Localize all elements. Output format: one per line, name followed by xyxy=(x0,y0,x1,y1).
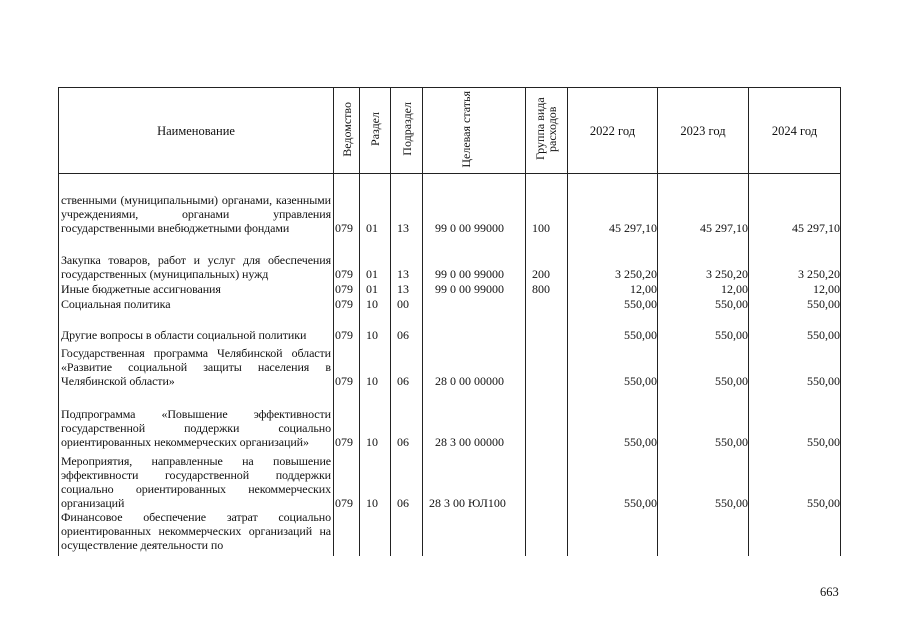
row-target xyxy=(423,311,526,342)
row-section: 10 xyxy=(360,311,391,342)
row-group: 200 xyxy=(526,235,568,281)
row-subsection: 06 xyxy=(391,342,423,388)
table-row xyxy=(59,311,841,342)
row-subsection: 06 xyxy=(391,388,423,449)
row-subsection: 13 xyxy=(391,281,423,296)
row-section: 10 xyxy=(360,342,391,388)
row-2023: 550,00 xyxy=(658,388,749,449)
table-row xyxy=(59,296,841,311)
row-section: 10 xyxy=(360,388,391,449)
row-target: 28 0 00 00000 xyxy=(423,342,526,388)
row-2023 xyxy=(658,510,749,556)
row-2023: 3 250,20 xyxy=(658,235,749,281)
header-name: Наименование xyxy=(59,88,334,174)
row-subsection: 06 xyxy=(391,311,423,342)
row-section: 10 xyxy=(360,449,391,510)
header-subsection xyxy=(391,88,423,174)
row-2022: 550,00 xyxy=(568,449,658,510)
row-2022: 3 250,20 xyxy=(568,235,658,281)
row-subsection: 00 xyxy=(391,296,423,311)
row-2024: 550,00 xyxy=(749,311,841,342)
row-name: Финансовое обеспечение затрат социально ориентированных некоммерческих организаций на осуществление деятельности по xyxy=(59,510,334,556)
row-dept: 079 xyxy=(334,235,360,281)
row-dept: 079 xyxy=(334,388,360,449)
table-row xyxy=(59,174,841,235)
row-2024 xyxy=(749,510,841,556)
row-target: 99 0 00 99000 xyxy=(423,235,526,281)
row-2023: 45 297,10 xyxy=(658,174,749,235)
row-subsection: 13 xyxy=(391,174,423,235)
row-group xyxy=(526,449,568,510)
row-section: 01 xyxy=(360,281,391,296)
header-2023: 2023 год xyxy=(658,88,749,174)
row-dept: 079 xyxy=(334,296,360,311)
row-2024: 12,00 xyxy=(749,281,841,296)
row-dept: 079 xyxy=(334,311,360,342)
row-2024: 550,00 xyxy=(749,388,841,449)
row-dept: 079 xyxy=(334,174,360,235)
row-section: 01 xyxy=(360,235,391,281)
row-2024: 550,00 xyxy=(749,449,841,510)
row-dept xyxy=(334,510,360,556)
row-name: Иные бюджетные ассигнования xyxy=(59,281,334,296)
header-target xyxy=(423,88,526,174)
row-name: Мероприятия, направленные на повышение эффективности государственной поддержки социально ориентированных некоммерческих организаций xyxy=(59,449,334,510)
row-2023: 550,00 xyxy=(658,296,749,311)
row-group: 100 xyxy=(526,174,568,235)
header-target-label: Целевая статья xyxy=(459,90,473,168)
row-2023: 550,00 xyxy=(658,311,749,342)
row-name: ственными (муниципальными) органами, казенными учреждениями, органами управления государственными внебюджетными фондами xyxy=(59,174,334,235)
row-2024: 45 297,10 xyxy=(749,174,841,235)
row-2024: 550,00 xyxy=(749,296,841,311)
table-row xyxy=(59,235,841,281)
row-target: 28 3 00 00000 xyxy=(423,388,526,449)
page-number: 663 xyxy=(820,585,839,599)
row-name: Подпрограмма «Повышение эффективности государственной поддержки социально ориентированных некоммерческих организаций» xyxy=(59,388,334,449)
row-group xyxy=(526,342,568,388)
row-name: Социальная политика xyxy=(59,296,334,311)
row-2022: 550,00 xyxy=(568,388,658,449)
row-name: Другие вопросы в области социальной политики xyxy=(59,311,334,342)
row-section: 10 xyxy=(360,296,391,311)
table-row xyxy=(59,281,841,296)
row-group xyxy=(526,296,568,311)
header-dept xyxy=(334,88,360,174)
row-2023: 12,00 xyxy=(658,281,749,296)
table-row xyxy=(59,342,841,388)
row-2022 xyxy=(568,510,658,556)
header-section-label: Раздел xyxy=(368,112,382,146)
row-2022: 45 297,10 xyxy=(568,174,658,235)
row-target: 99 0 00 99000 xyxy=(423,174,526,235)
header-subsection-label: Подраздел xyxy=(399,102,414,156)
table-row xyxy=(59,449,841,510)
row-name: Государственная программа Челябинской области «Развитие социальной защиты населения в Челябинской области» xyxy=(59,342,334,388)
header-section xyxy=(360,88,391,174)
row-2022: 550,00 xyxy=(568,296,658,311)
row-subsection: 13 xyxy=(391,235,423,281)
row-2022: 550,00 xyxy=(568,311,658,342)
row-group: 800 xyxy=(526,281,568,296)
header-expense-group-label: Группа вида расходов xyxy=(532,97,559,161)
table-row xyxy=(59,510,841,556)
row-2024: 3 250,20 xyxy=(749,235,841,281)
row-section: 01 xyxy=(360,174,391,235)
table-row xyxy=(59,388,841,449)
row-target xyxy=(423,296,526,311)
budget-table xyxy=(58,87,841,556)
header-2022: 2022 год xyxy=(568,88,658,174)
row-subsection: 06 xyxy=(391,449,423,510)
row-dept: 079 xyxy=(334,281,360,296)
row-group xyxy=(526,510,568,556)
row-dept: 079 xyxy=(334,342,360,388)
header-row xyxy=(59,88,841,174)
row-2022: 12,00 xyxy=(568,281,658,296)
row-2023: 550,00 xyxy=(658,449,749,510)
row-subsection xyxy=(391,510,423,556)
row-dept: 079 xyxy=(334,449,360,510)
row-2024: 550,00 xyxy=(749,342,841,388)
row-section xyxy=(360,510,391,556)
row-target: 28 3 00 ЮЛ100 xyxy=(423,449,526,510)
row-name: Закупка товаров, работ и услуг для обеспечения государственных (муниципальных) нужд xyxy=(59,235,334,281)
row-target xyxy=(423,510,526,556)
header-expense-group xyxy=(526,88,568,174)
header-dept-label: Ведомство xyxy=(339,101,354,157)
row-group xyxy=(526,388,568,449)
row-target: 99 0 00 99000 xyxy=(423,281,526,296)
row-2022: 550,00 xyxy=(568,342,658,388)
row-2023: 550,00 xyxy=(658,342,749,388)
header-2024: 2024 год xyxy=(749,88,841,174)
row-group xyxy=(526,311,568,342)
